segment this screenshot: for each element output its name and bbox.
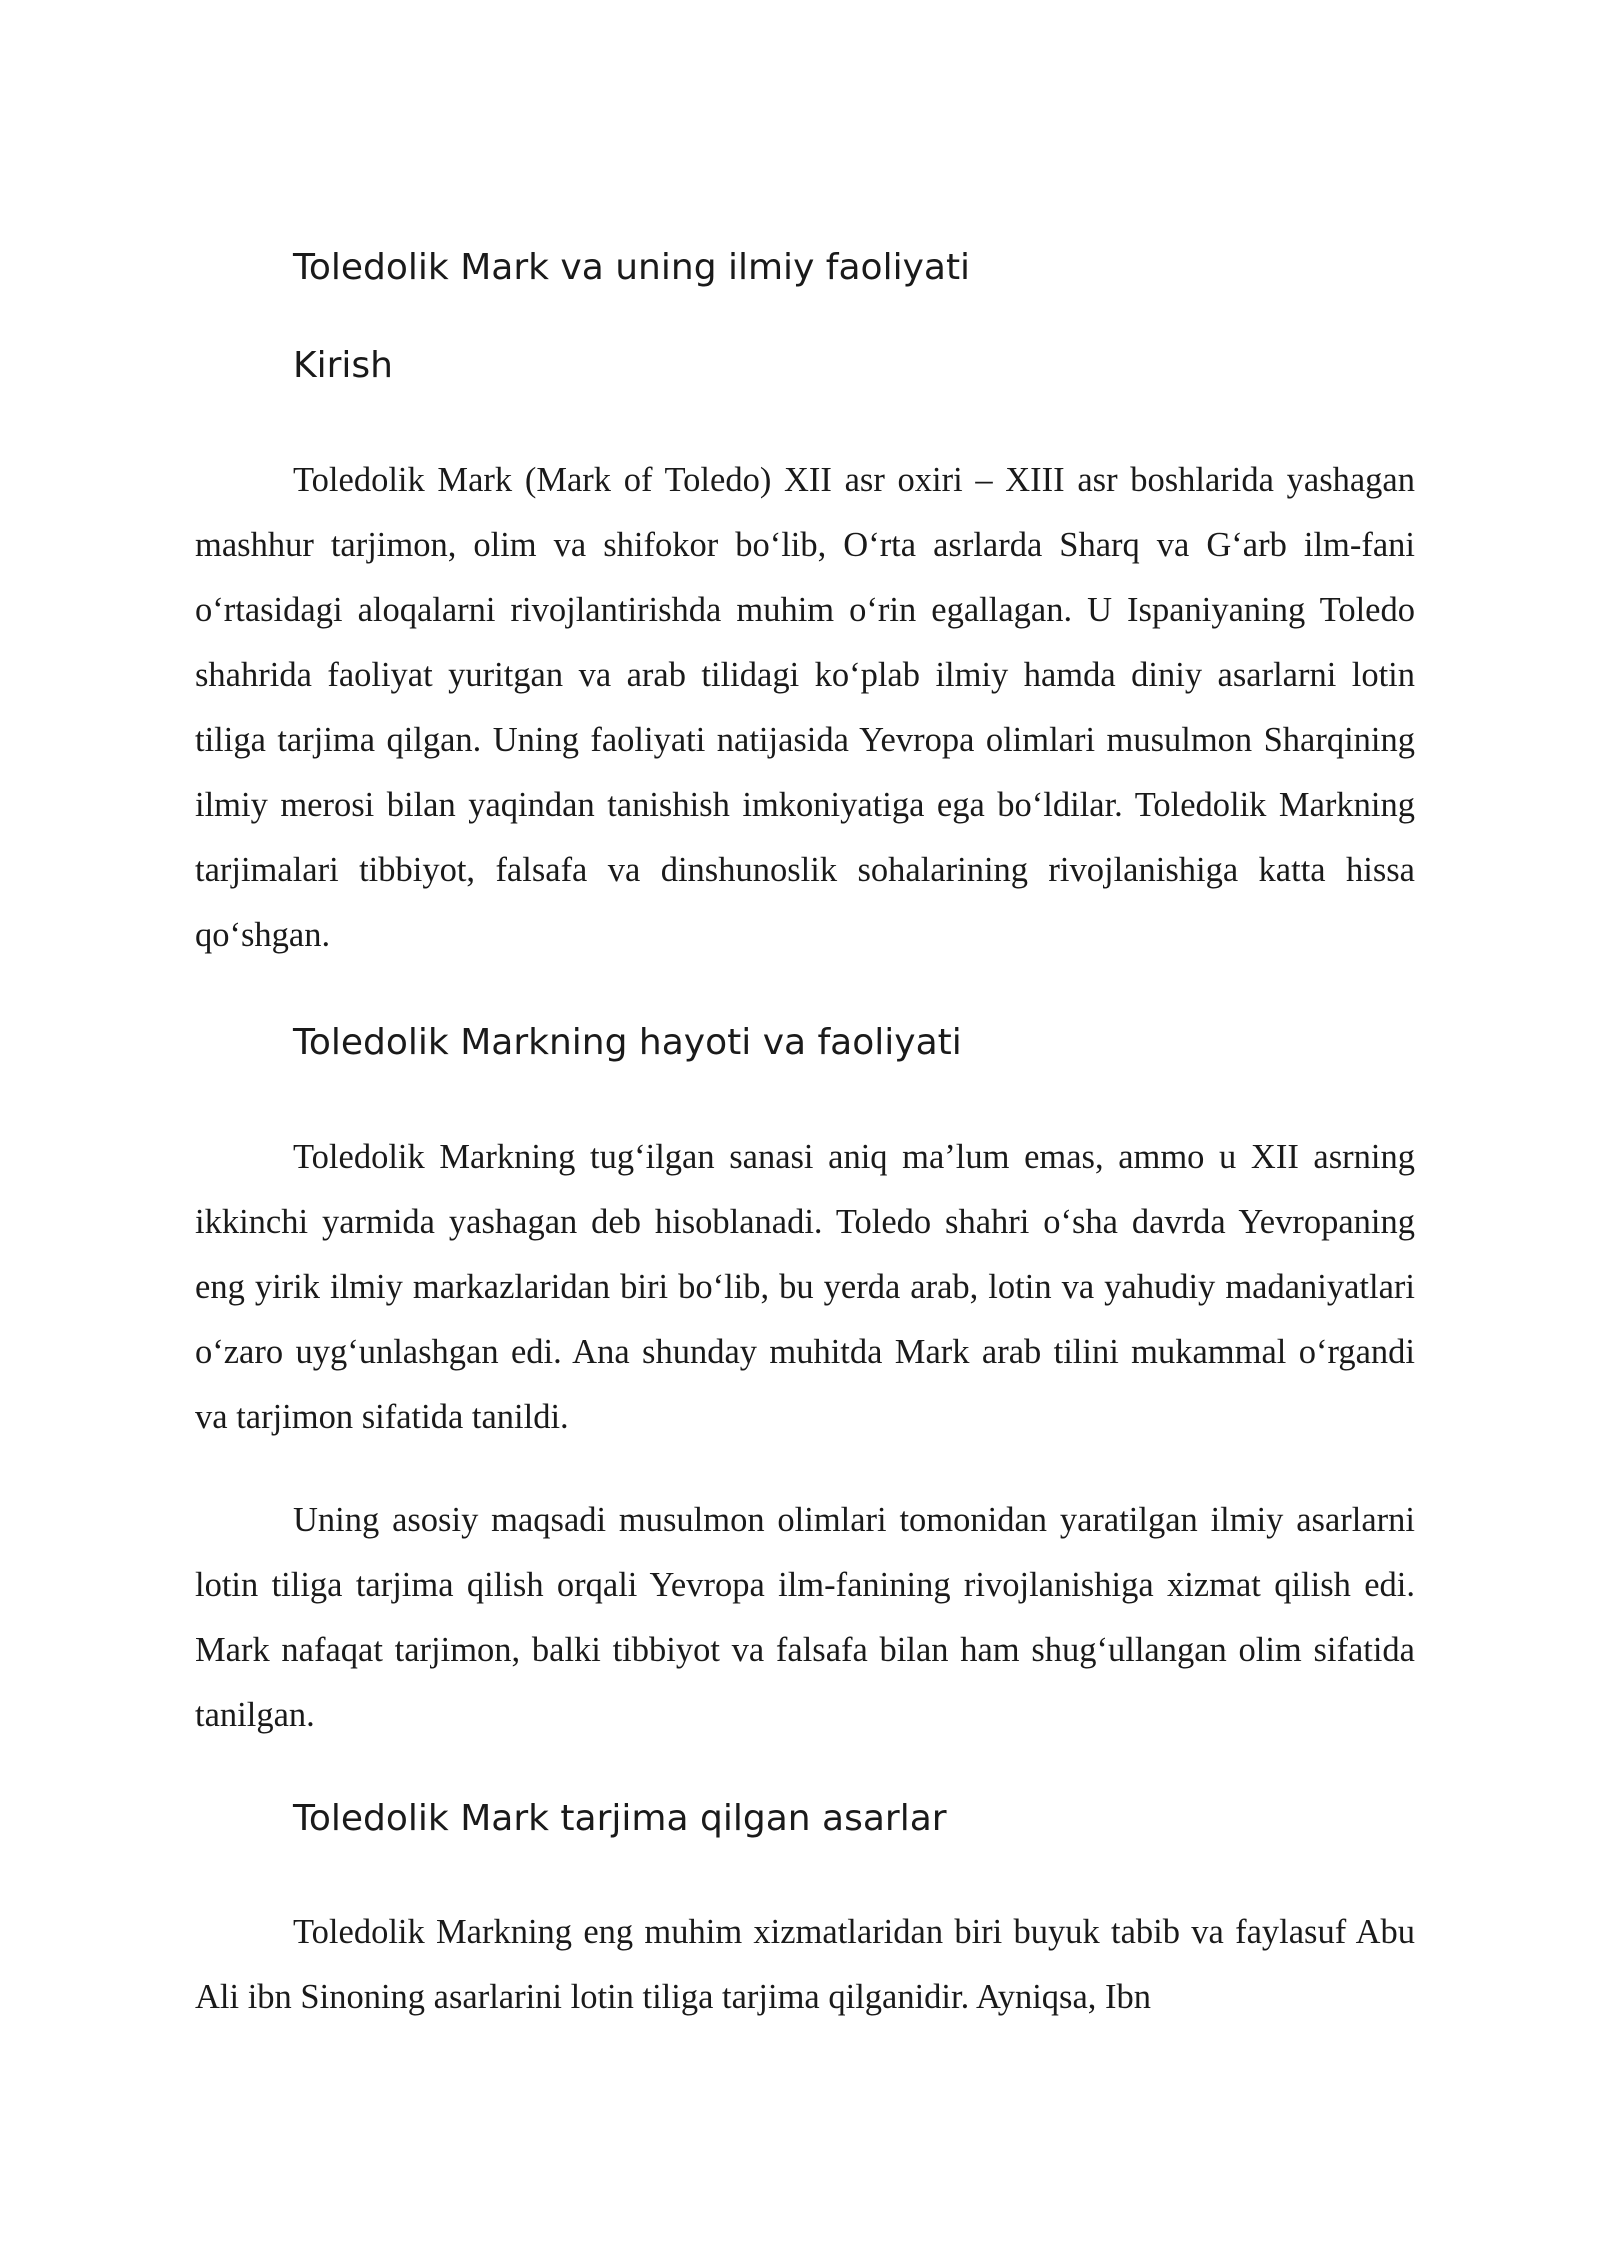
works-heading: Toledolik Mark tarjima qilgan asarlar [293, 1798, 947, 1839]
intro-heading: Kirish [293, 345, 393, 386]
works-paragraph: Toledolik Markning eng muhim xizmatlaridan biri buyuk tabib va faylasuf Abu Ali ibn Sinoning asarlarini lotin tiliga tarjima qilganidir. Ayniqsa, Ibn [195, 1913, 1415, 2016]
life-paragraph-2: Uning asosiy maqsadi musulmon olimlari tomonidan yaratilgan ilmiy asarlarni lotin tiliga tarjima qilish orqali Yevropa ilm-fanining rivojlanishiga xizmat qilish edi. Mark nafaqat tarjimon, balki tibbiyot va falsafa bilan ham shug‘ullangan olim sifatida tanilgan. [195, 1501, 1415, 1734]
document-title: Toledolik Mark va uning ilmiy faoliyati [293, 247, 971, 288]
life-heading: Toledolik Markning hayoti va faoliyati [293, 1022, 962, 1063]
intro-paragraph: Toledolik Mark (Mark of Toledo) XII asr oxiri – XIII asr boshlarida yashagan mashhur tarjimon, olim va shifokor bo‘lib, O‘rta asrlarda Sharq va G‘arb ilm-fani o‘rtasidagi aloqalarni rivojlantirishda muhim o‘rin egallagan. U Ispaniyaning Toledo shahrida faoliyat yuritgan va arab tilidagi ko‘plab ilmiy hamda diniy asarlarni lotin tiliga tarjima qilgan. Uning faoliyati natijasida Yevropa olimlari musulmon Sharqining ilmiy merosi bilan yaqindan tanishish imkoniyatiga ega bo‘ldilar. Toledolik Markning tarjimalari tibbiyot, falsafa va dinshunoslik sohalarining rivojlanishiga katta hissa qo‘shgan. [195, 461, 1415, 954]
life-paragraph-1: Toledolik Markning tug‘ilgan sanasi aniq ma’lum emas, ammo u XII asrning ikkinchi yarmida yashagan deb hisoblanadi. Toledo shahri o‘sha davrda Yevropaning eng yirik ilmiy markazlaridan biri bo‘lib, bu yerda arab, lotin va yahudiy madaniyatlari o‘zaro uyg‘unlashgan edi. Ana shunday muhitda Mark arab tilini mukammal o‘rgandi va tarjimon sifatida tanildi. [195, 1138, 1415, 1436]
